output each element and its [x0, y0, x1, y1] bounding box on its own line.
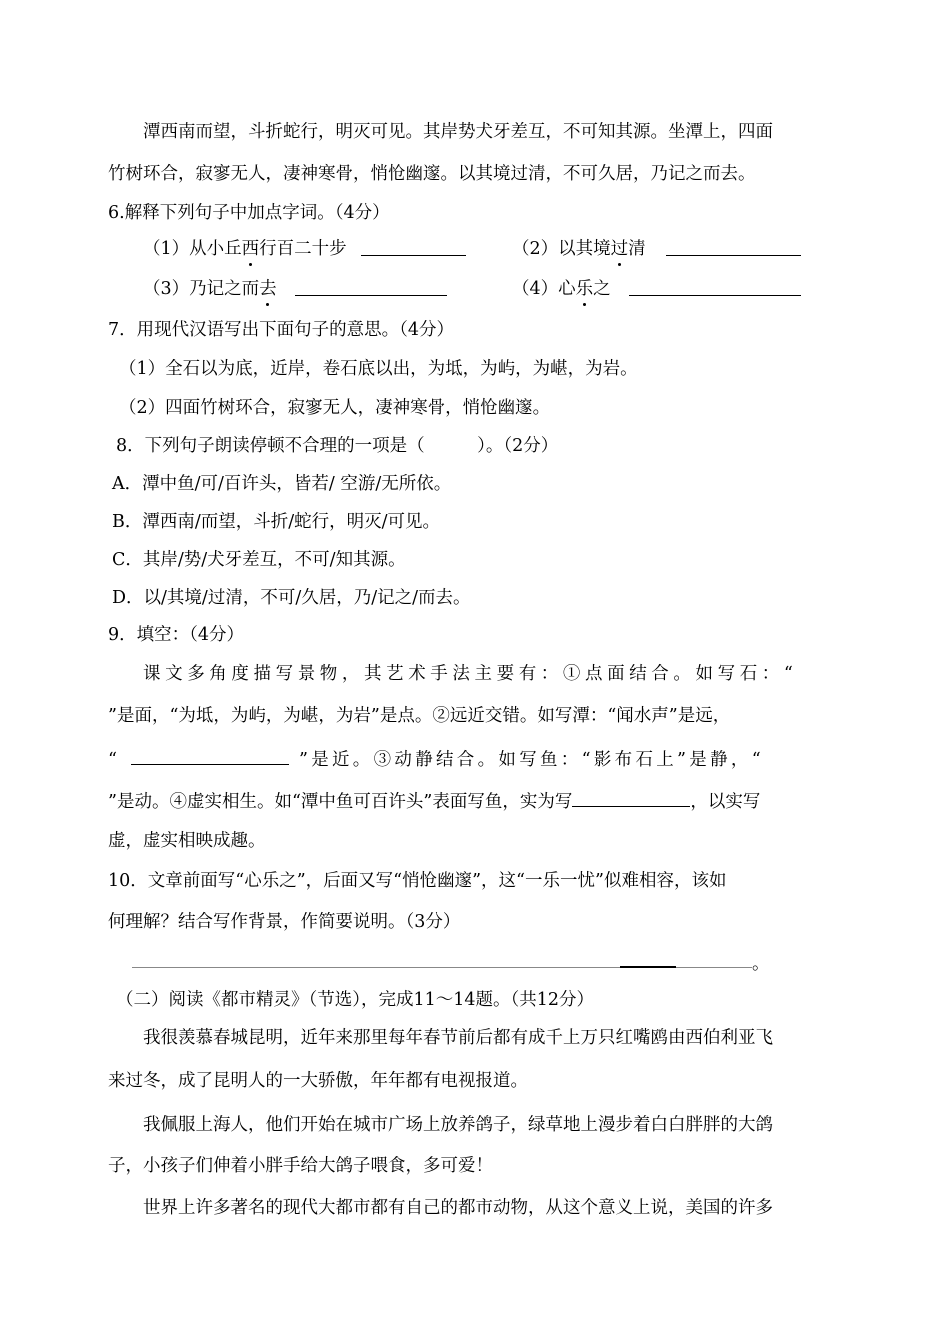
q10-period: 。	[752, 954, 770, 974]
dotted-char: 去	[259, 279, 277, 299]
answer-line-10[interactable]	[132, 967, 620, 968]
q9-line-4-post: ，以实写	[690, 792, 761, 812]
answer-blank-9-2[interactable]	[572, 788, 690, 807]
q8-option-b[interactable]: B．潭西南/而望，斗折/蛇行，明灭/可见。	[112, 512, 441, 532]
answer-line-10-dark	[620, 966, 676, 968]
answer-line-10-end	[676, 967, 752, 968]
passage-2-line: 子，小孩子们伸着小胖手给大鸽子喂食，多可爱！	[108, 1156, 493, 1176]
passage-line: 竹树环合，寂寥无人，凄神寒骨，悄怆幽邃。以其境过清，不可久居，乃记之而去。	[108, 164, 756, 184]
q9-line-4	[108, 788, 760, 814]
q6-item-4	[512, 277, 611, 301]
passage-2-line: 来过冬，成了昆明人的一大骄傲，年年都有电视报道。	[108, 1071, 528, 1091]
dotted-char: 西	[241, 239, 260, 259]
q8-option-d[interactable]: D．以/其境/过清，不可/久居，乃/记之/而去。	[112, 588, 471, 608]
question-10-line-1: 10．文章前面写“心乐之”，后面又写“悄怆幽邃”，这“一乐一忧”似难相容，该如	[108, 871, 727, 891]
passage-2-line: 我很羡慕春城昆明，近年来那里每年春节前后都有成千上万只红嘴鸥由西伯利亚飞	[143, 1028, 773, 1048]
q9-line-3	[108, 746, 764, 772]
q6-item-2	[512, 237, 646, 261]
question-10-line-2: 何理解？结合写作背景，作简要说明。（3分）	[108, 912, 461, 932]
question-9-stem: 9．填空：（4分）	[108, 625, 245, 645]
q9-open-quote: “	[108, 750, 117, 770]
q9-line-1: 课文多角度描写景物，其艺术手法主要有：①点面结合。如写石：“	[143, 664, 798, 684]
answer-blank-6-4[interactable]	[629, 277, 801, 296]
section-2-heading: （二）阅读《都市精灵》（节选），完成11～14题。（共12分）	[116, 990, 595, 1010]
q9-line-2: ”是面，“为坻，为屿，为嵁，为岩”是点。②远近交错。如写潭：“闻水声”是远，	[108, 706, 731, 726]
q7-sentence-1: （1）全石以为底，近岸，卷石底以出，为坻，为屿，为嵁，为岩。	[119, 359, 638, 379]
q7-sentence-2: （2）四面竹树环合，寂寥无人，凄神寒骨，悄怆幽邃。	[119, 398, 551, 418]
q9-line-4-pre: ”是动。④虚实相生。如“潭中鱼可百许头”表面写鱼，实为写	[108, 792, 573, 812]
q8-option-a[interactable]: A．潭中鱼/可/百许头，皆若/ 空游/无所依。	[112, 474, 452, 494]
passage-line: 潭西南而望，斗折蛇行，明灭可见。其岸势犬牙差互，不可知其源。坐潭上，四面	[143, 122, 773, 142]
q6-item-4-post: 之	[593, 279, 611, 299]
passage-2-line: 我佩服上海人，他们开始在城市广场上放养鸽子，绿草地上漫步着白白胖胖的大鸽	[143, 1115, 773, 1135]
question-7-stem: 7．用现代汉语写出下面句子的意思。（4分）	[108, 320, 455, 340]
q6-item-1	[143, 237, 347, 261]
answer-blank-6-2[interactable]	[666, 237, 801, 256]
q6-item-2-post: 清	[628, 239, 646, 259]
answer-blank-9-1[interactable]	[131, 746, 289, 765]
dotted-char: 乐	[575, 279, 594, 299]
q9-line-3-rest: ”是近。③动静结合。如写鱼：“影布石上”是静，“	[298, 750, 764, 770]
dotted-char: 过	[610, 239, 629, 259]
q6-item-3	[143, 277, 277, 301]
answer-blank-6-3[interactable]	[295, 277, 447, 296]
q6-item-1-pre: （1）从小丘	[143, 239, 242, 259]
q6-item-2-pre: （2）以其境	[512, 239, 611, 259]
answer-blank-6-1[interactable]	[361, 237, 466, 256]
q6-item-3-pre: （3）乃记之而	[143, 279, 260, 299]
question-8-stem: 8．下列句子朗读停顿不合理的一项是（ ）。（2分）	[116, 436, 559, 456]
q6-item-4-pre: （4）心	[512, 279, 576, 299]
q8-option-c[interactable]: C．其岸/势/犬牙差互，不可/知其源。	[112, 550, 406, 570]
passage-2-line: 世界上许多著名的现代大都市都有自己的都市动物，从这个意义上说，美国的许多	[143, 1198, 773, 1218]
q6-item-1-post: 行百二十步	[259, 239, 347, 259]
q9-line-5: 虚，虚实相映成趣。	[108, 831, 266, 851]
question-6-stem: 6.解释下列句子中加点字词。（4分）	[108, 203, 390, 223]
